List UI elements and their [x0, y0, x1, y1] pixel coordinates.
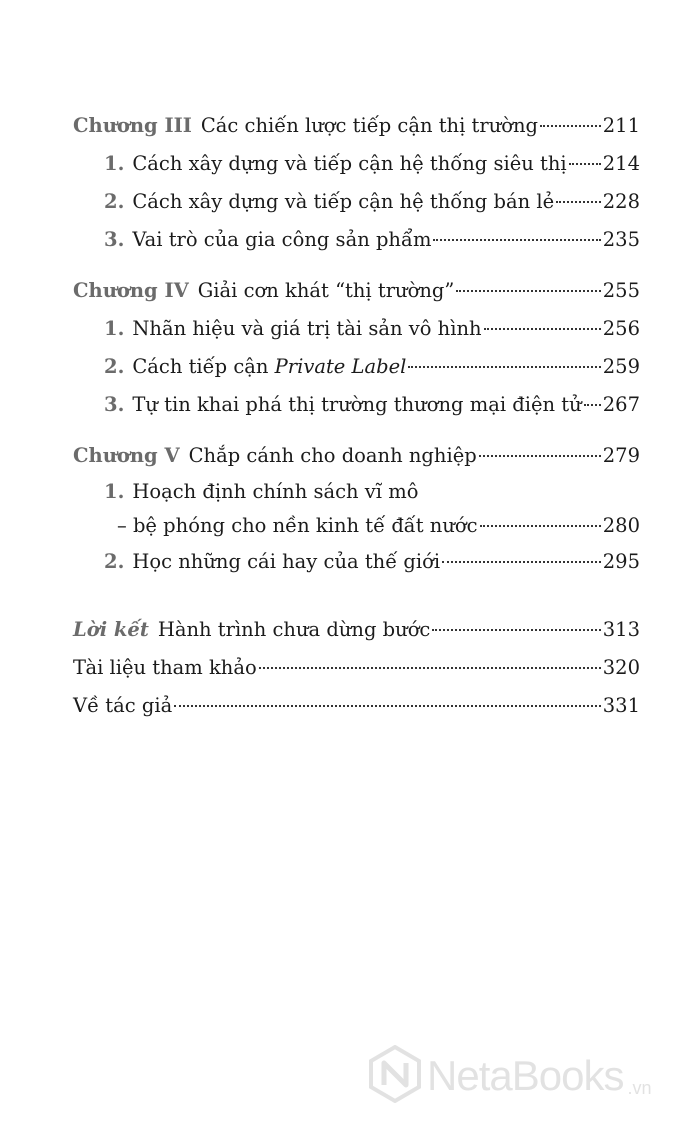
- chapter-title: Giải cơn khát “thị trường”: [197, 279, 455, 302]
- dot-leader: [540, 125, 601, 127]
- toc-entry-5-1-line-1: [73, 475, 640, 509]
- section-number: 2.: [104, 190, 125, 213]
- page-number: 267: [602, 393, 640, 416]
- table-of-contents: [73, 107, 640, 725]
- dot-leader: [480, 525, 601, 527]
- section-number: 1.: [104, 152, 125, 175]
- page-number: 228: [602, 190, 640, 213]
- section-number: 3.: [104, 393, 125, 416]
- references-title: Tài liệu tham khảo: [73, 656, 257, 679]
- section-title: Vai trò của gia công sản phẩm: [132, 228, 432, 251]
- dot-leader: [456, 290, 600, 292]
- page-number: 235: [602, 228, 640, 251]
- toc-entry-3-3: [73, 221, 640, 259]
- dot-leader: [479, 455, 601, 457]
- toc-entry-3-2: [73, 183, 640, 221]
- page-number: 255: [602, 279, 640, 302]
- toc-entry-5-2: [73, 543, 640, 581]
- toc-entry-4-1: [73, 310, 640, 348]
- toc-entry-chapter-5: [73, 437, 640, 475]
- section-number: 2.: [104, 550, 125, 573]
- toc-entry-3-1: [73, 145, 640, 183]
- dot-leader: [259, 667, 601, 669]
- toc-entry-5-1-line-2: [73, 509, 640, 543]
- dot-leader: [442, 561, 601, 563]
- netabooks-logo-icon: [369, 1045, 421, 1107]
- section-title-continued: – bệ phóng cho nền kinh tế đất nước: [117, 514, 478, 537]
- section-title: Học những cái hay của thế giới: [132, 550, 441, 573]
- page-number: 214: [602, 152, 640, 175]
- chapter-title: Chắp cánh cho doanh nghiệp: [188, 444, 477, 467]
- chapter-label: Chương IV: [73, 279, 189, 302]
- epilogue-label: Lời kết: [73, 618, 149, 641]
- dot-leader: [584, 404, 601, 406]
- dot-leader: [433, 239, 600, 241]
- dot-leader: [432, 629, 600, 631]
- page-number: 259: [602, 355, 640, 378]
- dot-leader: [408, 366, 600, 368]
- section-number: 1.: [104, 317, 125, 340]
- section-number: 1.: [104, 480, 125, 503]
- section-title: Nhãn hiệu và giá trị tài sản vô hình: [132, 317, 482, 340]
- chapter-label: Chương V: [73, 444, 180, 467]
- dot-leader: [556, 201, 601, 203]
- page-number: 280: [602, 514, 640, 537]
- section-title: [132, 348, 406, 386]
- page-number: 279: [602, 444, 640, 467]
- page-number: 320: [602, 656, 640, 679]
- section-title: Tự tin khai phá thị trường thương mại điện tử: [132, 393, 582, 416]
- dot-leader: [569, 163, 601, 165]
- watermark-suffix: .vn: [627, 1078, 652, 1098]
- section-title-prefix: Cách tiếp cận: [132, 355, 275, 378]
- epilogue-title: Hành trình chưa dừng bước: [157, 618, 431, 641]
- page-number: 211: [602, 114, 640, 137]
- toc-entry-references: [73, 649, 640, 687]
- toc-entry-4-2: [73, 348, 640, 386]
- section-number: 2.: [104, 355, 125, 378]
- section-title: Cách xây dựng và tiếp cận hệ thống siêu thị: [132, 152, 567, 175]
- watermark-word: NetaBooks: [427, 1052, 624, 1099]
- page-number: 256: [602, 317, 640, 340]
- dot-leader: [484, 328, 601, 330]
- section-number: 3.: [104, 228, 125, 251]
- toc-entry-chapter-3: [73, 107, 640, 145]
- toc-entry-about-author: [73, 687, 640, 725]
- toc-entry-chapter-4: [73, 272, 640, 310]
- page-number: 313: [602, 618, 640, 641]
- about-author-title: Về tác giả: [73, 694, 173, 717]
- toc-entry-4-3: [73, 386, 640, 424]
- section-title: Hoạch định chính sách vĩ mô: [132, 480, 419, 503]
- netabooks-watermark: [369, 1045, 651, 1107]
- page-number: 331: [602, 694, 640, 717]
- section-title: Cách xây dựng và tiếp cận hệ thống bán lẻ: [132, 190, 555, 213]
- page-number: 295: [602, 550, 640, 573]
- chapter-title: Các chiến lược tiếp cận thị trường: [200, 114, 539, 137]
- section-title-italic: Private Label: [274, 355, 407, 378]
- chapter-label: Chương III: [73, 114, 192, 137]
- dot-leader: [174, 705, 601, 707]
- toc-entry-epilogue: [73, 611, 640, 649]
